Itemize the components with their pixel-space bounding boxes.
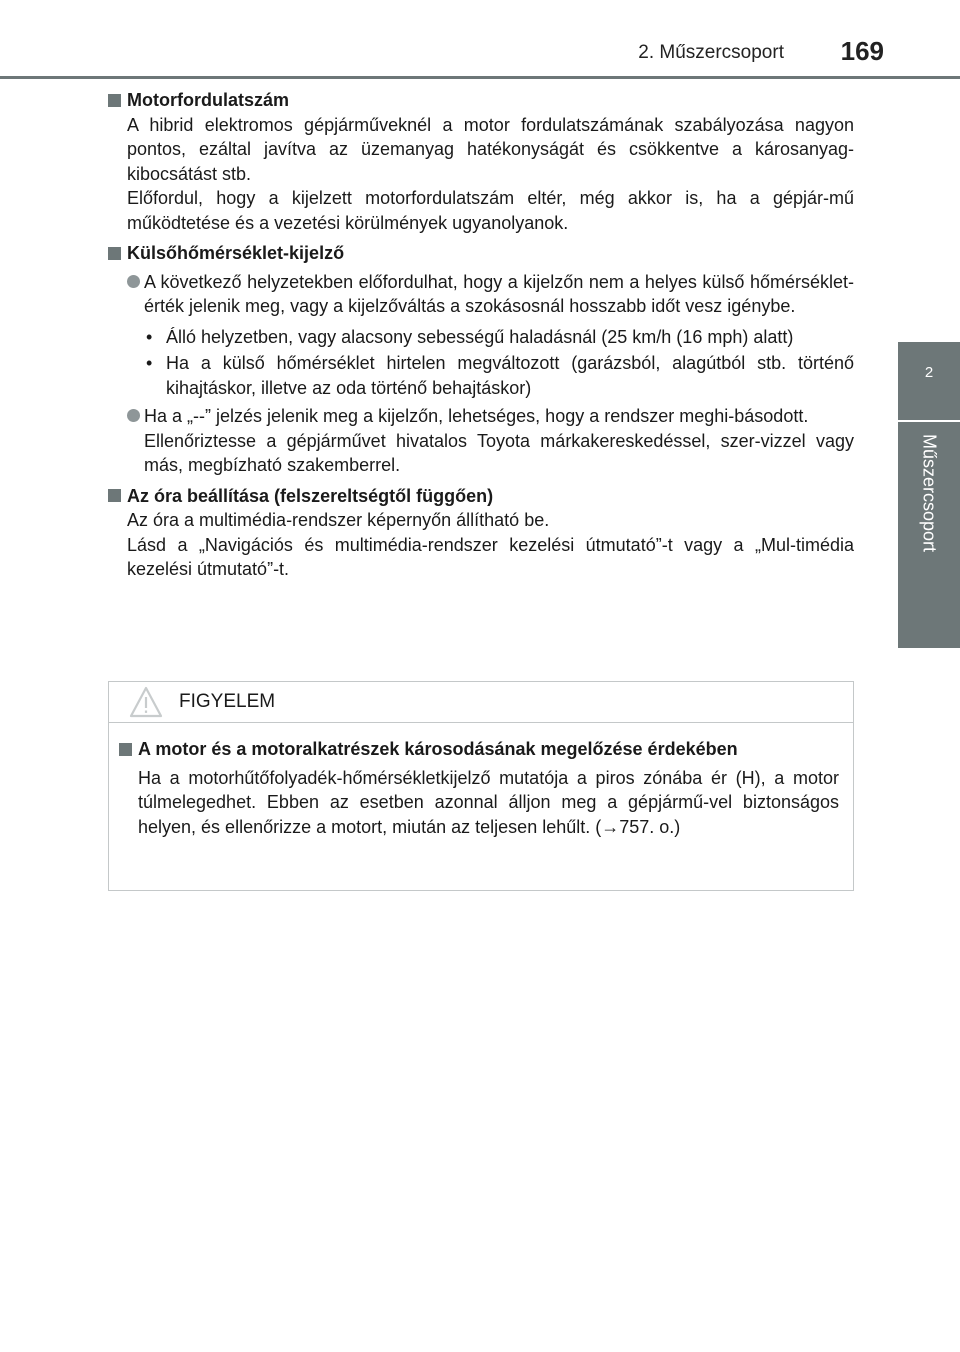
chapter-tab xyxy=(898,342,960,420)
square-bullet-icon xyxy=(108,489,121,502)
chapter-tab-number: 2 xyxy=(924,364,934,381)
round-bullet-icon xyxy=(127,275,140,288)
warning-triangle-icon xyxy=(129,686,163,718)
running-header-section: 2. Műszercsoport xyxy=(638,42,784,63)
square-bullet-icon xyxy=(108,247,121,260)
dot-bullet-icon: • xyxy=(146,353,153,373)
bullet-text-part: Ha a „--” jelzés jelenik meg a kijelzőn, lehetséges, hogy a rendszer meghi-básodott. xyxy=(144,406,809,426)
warning-text: Ha a motorhűtőfolyadék-hőmérsékletkijelző mutatója a piros zónába ér (H), a motor túlmelegedhet. Ebben az esetben azonnal álljon meg a gépjármű-vel biztonságos helyen, és ellenőrizze a motort, miután az teljesen lehűlt. (→757. o.) xyxy=(138,767,839,837)
page-content xyxy=(108,88,854,582)
bullet-text-part: Ellenőriztesse a gépjárművet hivatalos Toyota márkakereskedéssel, szer-vizzel vagy más, megbízható szakemberrel. xyxy=(144,430,854,475)
square-bullet-icon xyxy=(119,743,132,756)
paragraph: Előfordul, hogy a kijelzett motorfordulatszám eltér, még akkor is, ha a gépjár-mű működtetése és a vezetési körülmények ugyanolyanok. xyxy=(127,188,854,233)
sub-list-item: • Ha a külső hőmérséklet hirtelen megváltozott (garázsból, alagútból stb. történő kihajtáskor, illetve az oda történő behajtáskor) xyxy=(144,351,854,400)
square-bullet-icon xyxy=(108,94,121,107)
warning-body xyxy=(109,723,853,839)
list-item xyxy=(127,404,854,478)
warning-header xyxy=(109,682,853,723)
paragraph: Lásd a „Navigációs és multimédia-rendszer kezelési útmutató”-t vagy a „Mul-timédia kezelési útmutató”-t. xyxy=(127,534,854,579)
sub-list-item: • Álló helyzetben, vagy alacsony sebességű haladásnál (25 km/h (16 mph) alatt) xyxy=(144,325,854,350)
warning-heading: A motor és a motoralkatrészek károsodásának megelőzése érdekében xyxy=(119,737,839,762)
warning-box xyxy=(108,681,854,891)
section-heading-rpm: Motorfordulatszám xyxy=(108,88,854,113)
header-divider xyxy=(0,76,960,79)
chapter-tab-label: Műszercsoport xyxy=(919,434,940,553)
page-number: 169 xyxy=(840,36,884,66)
section-heading-clock: Az óra beállítása (felszereltségtől függően) xyxy=(108,484,854,509)
dot-bullet-icon: • xyxy=(146,326,153,347)
paragraph: Az óra a multimédia-rendszer képernyőn állítható be. xyxy=(127,510,550,530)
warning-title: FIGYELEM xyxy=(179,691,276,712)
round-bullet-icon xyxy=(127,409,140,422)
list-item: A következő helyzetekben előfordulhat, hogy a kijelzőn nem a helyes külső hőmérséklet-érték jelenik meg, vagy a kijelzőváltás a szokásosnál hosszabb időt vesz igénybe. xyxy=(127,270,854,319)
section-heading-outside-temp: Külsőhőmérséklet-kijelző xyxy=(108,241,854,266)
paragraph: A hibrid elektromos gépjárműveknél a motor fordulatszámának szabályozása nagyon pontos, ezáltal javítva az üzemanyag hatékonyságát és csökkentve a károsanyag-kibocsátást stb. xyxy=(127,114,854,184)
